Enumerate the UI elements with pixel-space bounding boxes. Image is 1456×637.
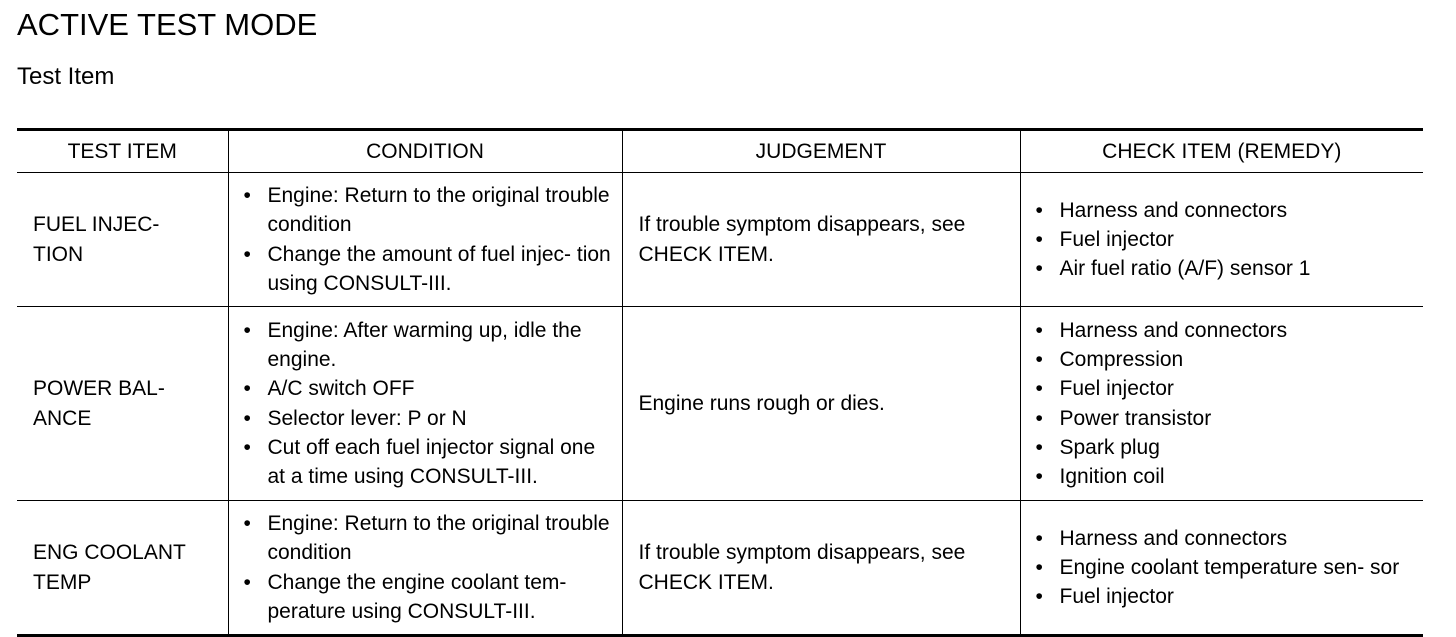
condition-cell bbox=[228, 307, 622, 501]
check-item: • Harness and connectors bbox=[1021, 524, 1418, 553]
check-item-list bbox=[1021, 196, 1418, 284]
check-item-cell bbox=[1020, 307, 1423, 501]
check-item: • Fuel injector bbox=[1021, 225, 1418, 254]
column-header-test-item: TEST ITEM bbox=[17, 130, 228, 173]
check-item-cell bbox=[1020, 501, 1423, 636]
table-row-power-balance bbox=[17, 307, 1423, 501]
check-item: • Power transistor bbox=[1021, 404, 1418, 433]
test-item-line: TION bbox=[33, 242, 84, 266]
condition-item: • Engine: Return to the original trouble condition bbox=[229, 509, 616, 567]
check-item: • Ignition coil bbox=[1021, 462, 1418, 491]
condition-item: • Selector lever: P or N bbox=[229, 404, 616, 433]
table-row-fuel-injection bbox=[17, 173, 1423, 307]
condition-item: • Engine: After warming up, idle the engine. bbox=[229, 316, 616, 374]
check-item-list bbox=[1021, 316, 1418, 491]
judgement-cell: If trouble symptom disappears, see CHECK ITEM. bbox=[622, 501, 1020, 636]
condition-item: • Engine: Return to the original trouble condition bbox=[229, 181, 616, 239]
condition-cell bbox=[228, 501, 622, 636]
check-item: • Engine coolant temperature sen- sor bbox=[1021, 553, 1418, 582]
check-item: • Harness and connectors bbox=[1021, 196, 1418, 225]
condition-item: • Change the amount of fuel injec- tion using CONSULT-III. bbox=[229, 240, 616, 298]
check-item: • Harness and connectors bbox=[1021, 316, 1418, 345]
test-item-cell bbox=[17, 307, 228, 501]
active-test-table bbox=[17, 128, 1423, 637]
condition-cell bbox=[228, 173, 622, 307]
check-item: • Fuel injector bbox=[1021, 374, 1418, 403]
check-item: • Air fuel ratio (A/F) sensor 1 bbox=[1021, 254, 1418, 283]
table-header-row bbox=[17, 130, 1423, 173]
condition-item: • Change the engine coolant tem- perature using CONSULT-III. bbox=[229, 568, 616, 626]
test-item-line: ANCE bbox=[33, 406, 92, 430]
check-item-cell bbox=[1020, 173, 1423, 307]
check-item: • Spark plug bbox=[1021, 433, 1418, 462]
judgement-cell: Engine runs rough or dies. bbox=[622, 307, 1020, 501]
test-item-line: TEMP bbox=[33, 570, 92, 594]
column-header-condition: CONDITION bbox=[228, 130, 622, 173]
test-item-line: ENG COOLANT bbox=[33, 541, 186, 565]
condition-item: • Cut off each fuel injector signal one at a time using CONSULT-III. bbox=[229, 433, 616, 491]
check-item: • Compression bbox=[1021, 345, 1418, 374]
check-item: • Fuel injector bbox=[1021, 582, 1418, 611]
column-header-judgement: JUDGEMENT bbox=[622, 130, 1020, 173]
test-item-cell bbox=[17, 501, 228, 636]
column-header-check-item: CHECK ITEM (REMEDY) bbox=[1020, 130, 1423, 173]
judgement-cell: If trouble symptom disappears, see CHECK ITEM. bbox=[622, 173, 1020, 307]
condition-list bbox=[229, 509, 616, 626]
test-item-line: FUEL INJEC- bbox=[33, 213, 160, 237]
test-item-cell bbox=[17, 173, 228, 307]
condition-item: • A/C switch OFF bbox=[229, 374, 616, 403]
condition-list bbox=[229, 181, 616, 298]
condition-list bbox=[229, 316, 616, 491]
section-subtitle: Test Item bbox=[17, 63, 115, 90]
check-item-list bbox=[1021, 524, 1418, 612]
test-item-line: POWER BAL- bbox=[33, 377, 165, 401]
page-title: ACTIVE TEST MODE bbox=[17, 7, 318, 42]
table-row-eng-coolant-temp bbox=[17, 501, 1423, 636]
